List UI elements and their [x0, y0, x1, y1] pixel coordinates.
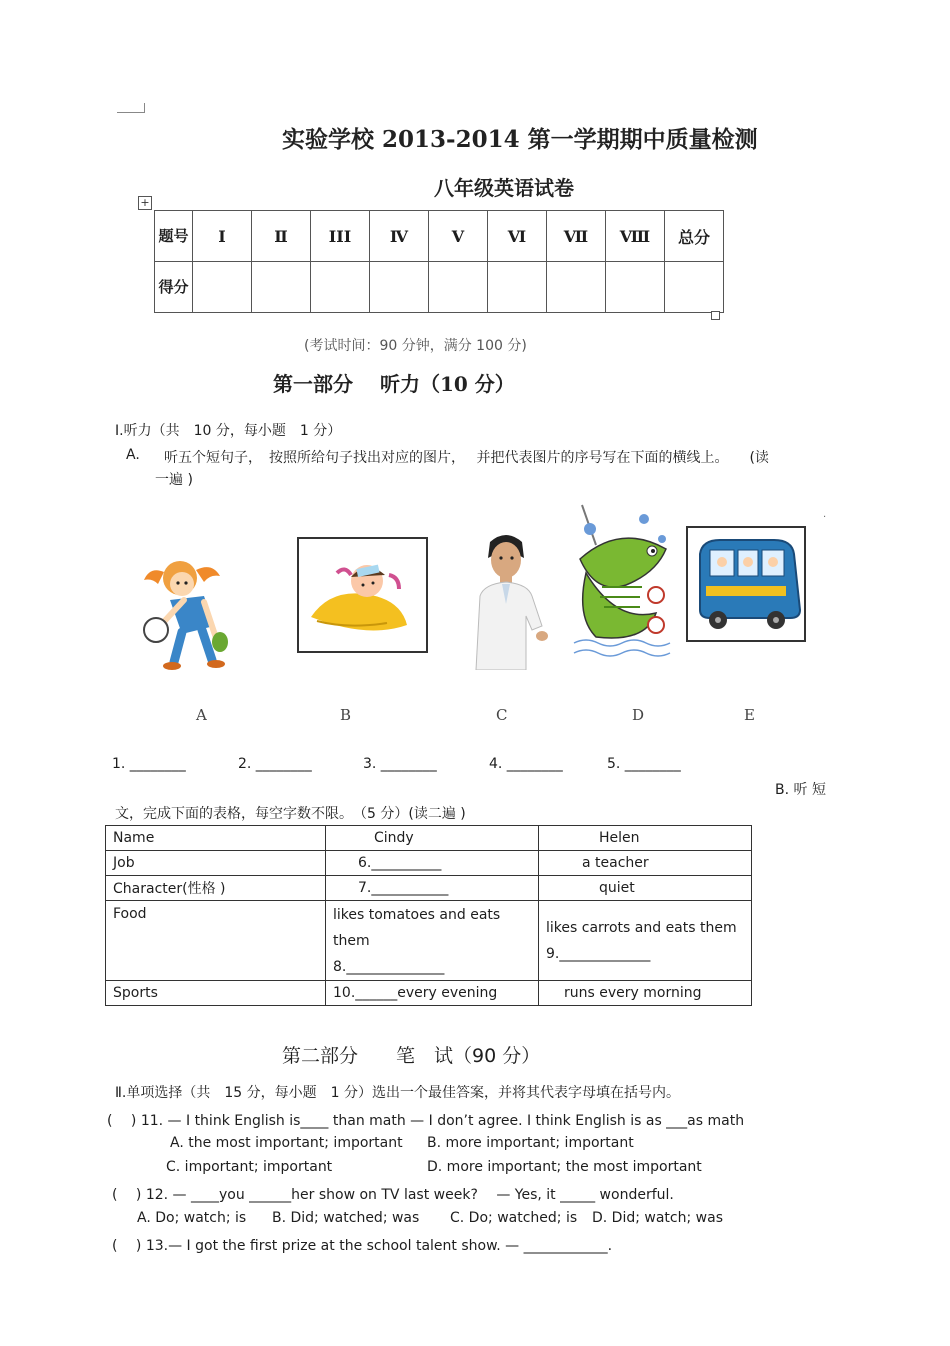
- exam-title: 实验学校 2013-2014 第一学期期中质量检测: [282, 126, 758, 153]
- score-cell[interactable]: [311, 262, 370, 313]
- section2-heading: Ⅱ.单项选择（共 15 分，每小题 1 分）选出一个最佳答案，并将其代表字母填在括号内。: [115, 1085, 680, 1101]
- picture-label-d: D: [632, 706, 645, 724]
- table-cell: quiet: [539, 876, 752, 901]
- score-table-row-header: [155, 211, 724, 262]
- answer-blank-5[interactable]: 5. ________: [607, 756, 681, 772]
- question-12-stem: ( ) 12. — ____you ______her show on TV last week? — Yes, it _____ wonderful.: [112, 1187, 674, 1203]
- score-cell[interactable]: [665, 262, 724, 313]
- picture-d-fish-icon: [572, 503, 672, 665]
- table-cell-blank[interactable]: [539, 901, 752, 981]
- question-11-option-c[interactable]: C. important; important: [166, 1159, 333, 1175]
- table-cell: Helen: [539, 826, 752, 851]
- table-cell-blank[interactable]: 7.___________: [326, 876, 539, 901]
- question-11-option-d[interactable]: D. more important; the most important: [427, 1159, 702, 1175]
- question-11-option-a[interactable]: A. the most important; important: [170, 1135, 403, 1151]
- table-cell: Name: [106, 826, 326, 851]
- table-cell: Job: [106, 851, 326, 876]
- answer-blank-3[interactable]: 3. ________: [363, 756, 437, 772]
- answer-blank-1[interactable]: 1. ________: [112, 756, 186, 772]
- picture-e-bus-icon: [686, 526, 806, 642]
- score-col-total: 总分: [665, 211, 724, 262]
- subA-prefix: A.: [126, 447, 140, 463]
- picture-label-b: B: [340, 706, 352, 724]
- table-cell: Character(性格 ): [106, 876, 326, 901]
- table-cell: Food: [106, 901, 326, 981]
- table-cell-blank[interactable]: 6.__________: [326, 851, 539, 876]
- question-11-stem: ( ) 11. — I think English is____ than math — I don’t agree. I think English is as ___as math: [107, 1113, 745, 1129]
- score-col-1: I: [193, 211, 252, 262]
- picture-label-a: A: [196, 706, 207, 724]
- exam-subtitle: 八年级英语试卷: [434, 176, 574, 200]
- food-cindy-blank[interactable]: 8.______________: [333, 959, 445, 975]
- table-cell-blank[interactable]: 10.______every evening: [326, 981, 539, 1006]
- table-row: [106, 826, 752, 851]
- score-cell[interactable]: [606, 262, 665, 313]
- answer-blank-2[interactable]: 2. ________: [238, 756, 312, 772]
- food-helen-blank[interactable]: 9._____________: [546, 946, 651, 962]
- table-row: [106, 981, 752, 1006]
- exam-time-info: (考试时间：90 分钟，满分 100 分): [304, 338, 527, 354]
- question-11-option-b[interactable]: B. more important; important: [427, 1135, 634, 1151]
- picture-c-doctor-icon: [466, 532, 548, 670]
- question-12-option-b[interactable]: B. Did; watched; was: [272, 1210, 420, 1226]
- table-cell: runs every morning: [539, 981, 752, 1006]
- part2-title: 第二部分 笔 试（90 分）: [282, 1045, 541, 1067]
- table-resize-handle-icon[interactable]: [711, 311, 720, 320]
- score-cell[interactable]: [370, 262, 429, 313]
- score-cell[interactable]: [429, 262, 488, 313]
- part1-title: 第一部分 听力（10 分）: [273, 372, 515, 396]
- table-row: [106, 851, 752, 876]
- score-col-4: Ⅳ: [370, 211, 429, 262]
- score-cell[interactable]: [252, 262, 311, 313]
- question-12-option-c[interactable]: C. Do; watched; is: [450, 1210, 578, 1226]
- section1-heading: Ⅰ.听力（共 10 分，每小题 1 分）: [115, 423, 342, 439]
- stray-dot: ·: [823, 512, 827, 523]
- food-helen-text: likes carrots and eats them: [546, 920, 737, 936]
- score-row-label: 得分: [155, 262, 193, 313]
- score-table: [154, 210, 724, 313]
- subA-instruction-cont: 一遍 ): [155, 472, 193, 488]
- picture-label-c: C: [496, 706, 508, 724]
- score-col-5: V: [429, 211, 488, 262]
- score-col-3: III: [311, 211, 370, 262]
- subB-heading: B. 听 短: [775, 782, 826, 798]
- table-cell: Cindy: [326, 826, 539, 851]
- score-col-2: Ⅱ: [252, 211, 311, 262]
- score-cell[interactable]: [547, 262, 606, 313]
- table-row: [106, 876, 752, 901]
- picture-a-girl-ball-icon: [136, 556, 236, 672]
- score-col-6: Ⅵ: [488, 211, 547, 262]
- score-row-label: 题号: [155, 211, 193, 262]
- table-cell-blank[interactable]: [326, 901, 539, 981]
- page-corner-mark: [117, 103, 145, 113]
- food-cindy-text: likes tomatoes and eats them: [333, 907, 501, 949]
- score-table-row-scores: [155, 262, 724, 313]
- listening-info-table: [105, 825, 752, 1006]
- subA-instruction: 听五个短句子， 按照所给句子找出对应的图片， 并把代表图片的序号写在下面的横线上。 (读: [164, 450, 769, 466]
- question-13-stem: ( ) 13.— I got the first prize at the school talent show. — ____________.: [112, 1238, 613, 1254]
- table-cell: Sports: [106, 981, 326, 1006]
- score-col-7: Ⅶ: [547, 211, 606, 262]
- table-move-handle-icon[interactable]: +: [138, 196, 152, 210]
- score-cell[interactable]: [193, 262, 252, 313]
- answer-blank-4[interactable]: 4. ________: [489, 756, 563, 772]
- question-12-option-d[interactable]: D. Did; watch; was: [592, 1210, 723, 1226]
- table-cell: a teacher: [539, 851, 752, 876]
- picture-b-sick-child-icon: [297, 537, 428, 653]
- picture-label-e: E: [744, 706, 755, 724]
- question-12-option-a[interactable]: A. Do; watch; is: [137, 1210, 247, 1226]
- subB-instruction: 文，完成下面的表格，每空字数不限。 （5 分）(读二遍 ): [115, 806, 466, 822]
- table-row: [106, 901, 752, 981]
- score-cell[interactable]: [488, 262, 547, 313]
- score-col-8: Ⅷ: [606, 211, 665, 262]
